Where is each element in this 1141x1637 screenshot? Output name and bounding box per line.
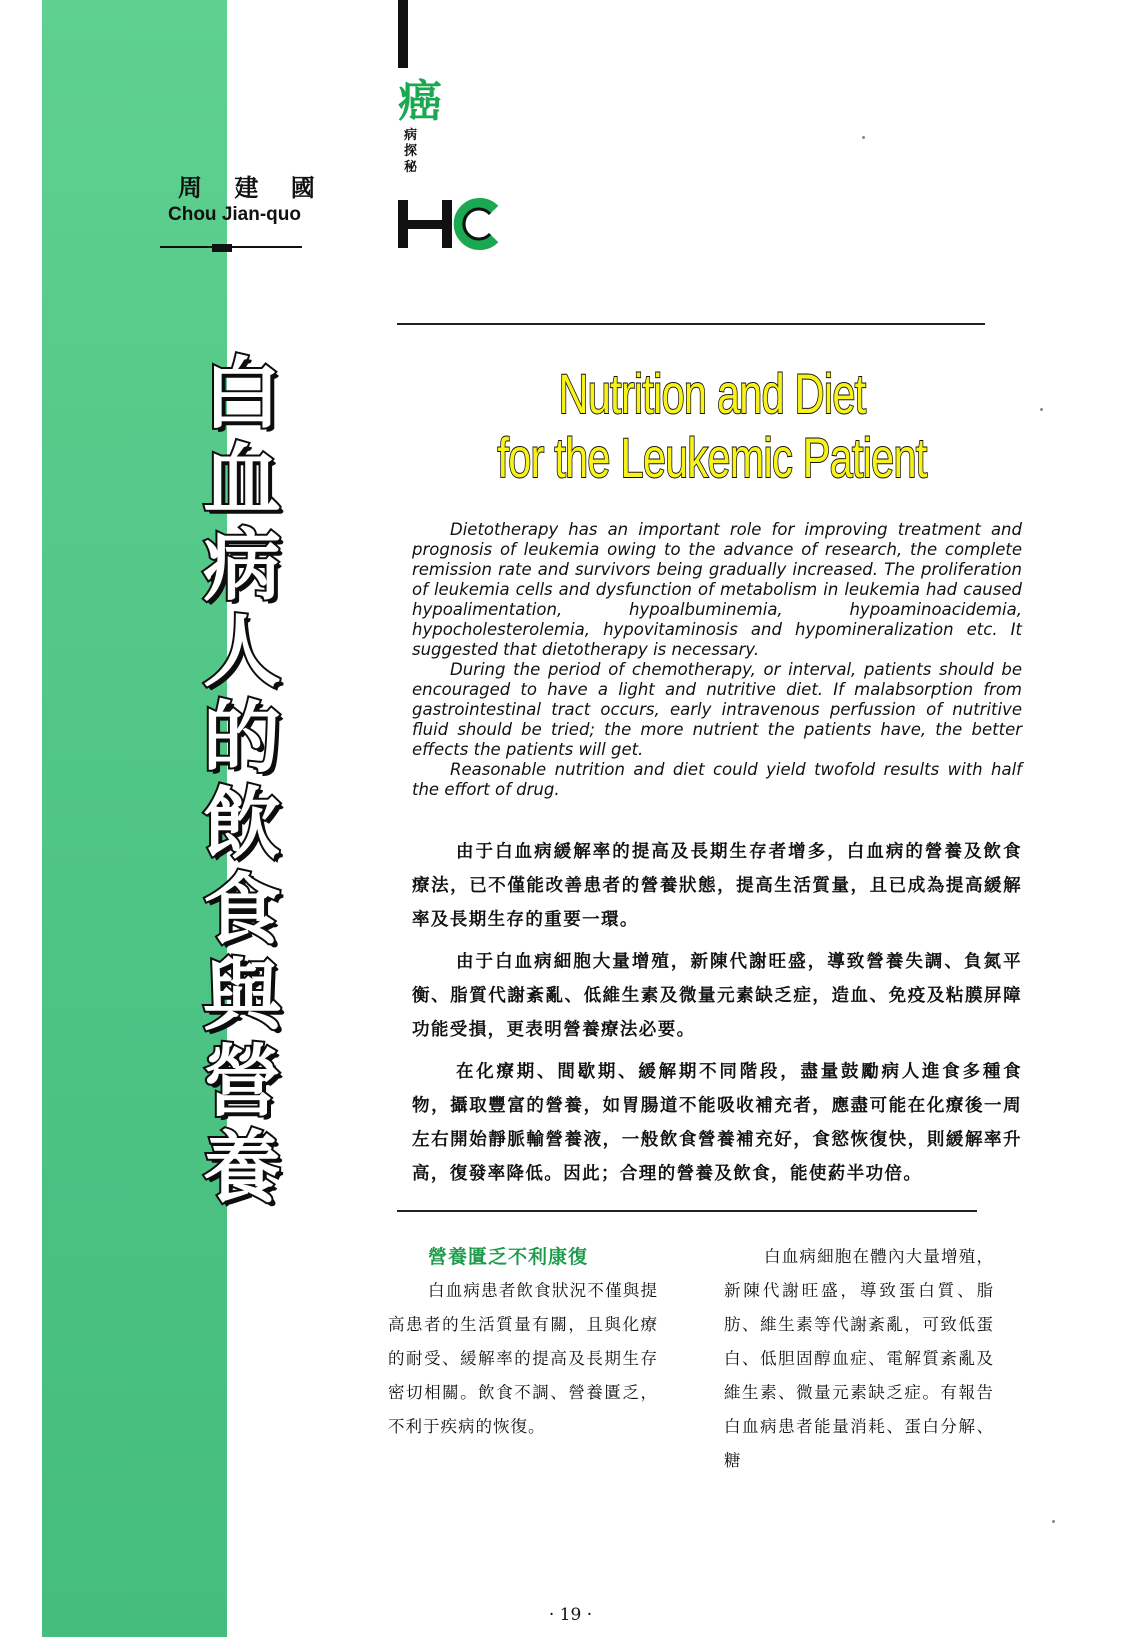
column-logo-hc-icon [398,196,508,252]
abstract-paragraph: Dietotherapy has an important role for improving treatment and prognosis of leukemia owing to the advance of research, the complete remission rate and survivors being gradually increased. The proliferation of leukemia cells and dysfunction of metabolism in leukemia had caused hypoalimentation, hypoalbuminemia, hypoaminoacidemia, hypocholesterolemia, hypovitaminosis and hypomineralization etc. It suggested that dietotherapy is necessary. [412,520,1022,659]
abstract-paragraph: Reasonable nutrition and diet could yield twofold results with half the effort of drug. [412,760,1022,799]
page-number: · 19 · [548,1605,593,1625]
section-heading: 營養匱乏不利康復 [428,1246,589,1268]
abstract-en [412,520,1022,800]
mid-divider [397,1210,977,1212]
intro-paragraph: 由于白血病細胞大量增殖，新陳代謝旺盛，導致營養失調、負氮平衡、脂質代謝紊亂、低維生素及微量元素缺乏症，造血、免疫及粘膜屏障功能受損，更表明營養療法必要。 [412,952,1022,1040]
print-speck [862,136,865,139]
print-speck [1040,408,1043,411]
intro-paragraph: 由于白血病緩解率的提高及長期生存者增多，白血病的營養及飲食療法，已不僅能改善患者的營養狀態，提高生活質量，且已成為提高緩解率及長期生存的重要一環。 [412,842,1022,930]
title-zh: 白血病人的飲食與營養 [190,352,280,1212]
title-en-line1: Nutrition and Diet [558,362,866,425]
body-paragraph: 白血病細胞在體內大量增殖，新陳代謝旺盛，導致蛋白質、脂肪、維生素等代謝紊亂，可致低蛋白、低胆固醇血症、電解質紊亂及維生素、微量元素缺乏症。有報告白血病患者能量消耗、蛋白分解、糖 [724,1247,994,1470]
column-logo-big-char: 癌 [398,76,442,127]
print-speck [1052,1520,1055,1523]
author-name-en: Chou Jian-quo [168,204,301,225]
body-column-left [388,1240,658,1444]
body-column-right [724,1240,994,1478]
top-divider [397,323,985,325]
intro-paragraph: 在化療期、間歇期、緩解期不同階段，盡量鼓勵病人進食多種食物，攝取豐富的營養，如胃腸道不能吸收補充者，應盡可能在化療後一周左右開始靜脈輸營養液，一般飲食營養補充好，食慾恢復快，則緩解率升高，復發率降低。因此；合理的營養及飲食，能使葯半功倍。 [412,1062,1022,1184]
column-logo-small-chars: 病探秘 [404,128,418,175]
title-en [490,362,934,490]
abstract-paragraph: During the period of chemotherapy, or interval, patients should be encouraged to have a light and nutritive diet. If malabsorption from gastrointestinal tract occurs, early intravenous perfussion of nutritive fluid should be tried; the more nutrient the patients have, the better effects the patients will get. [412,660,1022,759]
author-rule-tab [212,244,232,252]
logo-bar-top [398,0,408,68]
author-name-zh: 周 建 國 [178,174,327,202]
body-paragraph: 白血病患者飲食狀況不僅與提高患者的生活質量有關，且與化療的耐受、緩解率的提高及長期生存密切相關。飲食不調、營養匱乏，不利于疾病的恢復。 [388,1281,658,1436]
intro-zh [412,835,1022,1199]
title-en-line2: for the Leukemic Patient [497,426,927,489]
